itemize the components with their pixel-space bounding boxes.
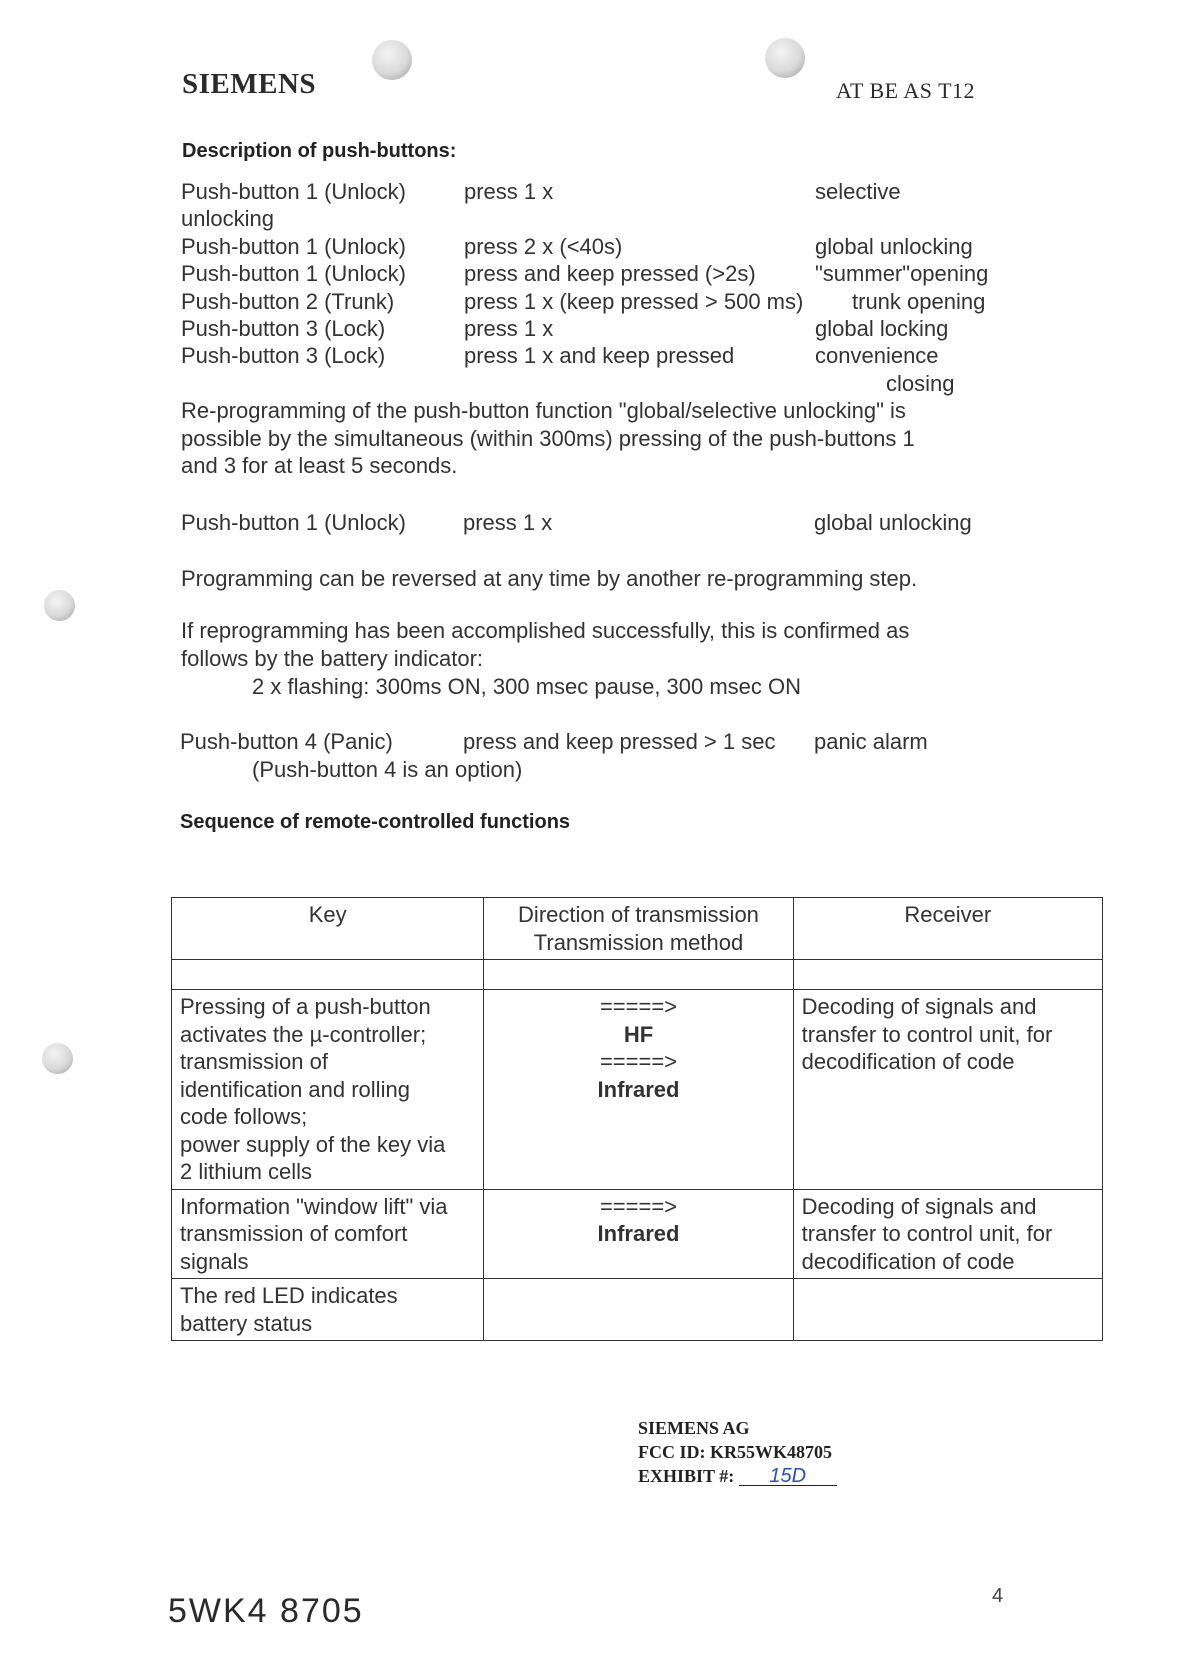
button-row-1-extra: unlocking — [181, 206, 274, 231]
result-row-function: global unlocking — [814, 510, 972, 535]
button-row-2-function: global unlocking — [815, 234, 973, 259]
button-row-3-name: Push-button 1 (Unlock) — [181, 261, 406, 286]
punch-hole-top-right — [765, 38, 805, 78]
row-3-direction — [484, 1279, 793, 1341]
row-2-key: Information "window lift" via transmission of comfort signals — [172, 1189, 484, 1279]
panic-note: (Push-button 4 is an option) — [252, 757, 523, 782]
button-row-5-function: global locking — [815, 316, 949, 341]
panic-row-action: press and keep pressed > 1 sec — [463, 729, 776, 754]
button-row-4-function: trunk opening — [852, 289, 986, 314]
button-row-1-action: press 1 x — [464, 179, 554, 204]
button-row-2-action: press 2 x (<40s) — [464, 234, 623, 259]
table-spacer-row — [172, 960, 1103, 990]
button-row-6-name: Push-button 3 (Lock) — [181, 343, 386, 368]
row-3-receiver — [793, 1279, 1102, 1341]
reprogramming-paragraph — [181, 397, 1011, 480]
row-3-key: The red LED indicates battery status — [172, 1279, 484, 1341]
panic-row-function: panic alarm — [814, 729, 928, 754]
flashing-text: 2 x flashing: 300ms ON, 300 msec pause, 300 msec ON — [252, 674, 802, 699]
panic-row-name: Push-button 4 (Panic) — [180, 729, 393, 754]
stamp-exhibit-label: EXHIBIT #: — [638, 1466, 735, 1486]
confirm-paragraph — [181, 617, 1011, 672]
stamp-exhibit-value: 15D — [739, 1467, 837, 1486]
button-row-6-extra: closing — [886, 371, 955, 396]
result-row-action: press 1 x — [463, 510, 553, 535]
confirm-line-2: follows by the battery indicator: — [181, 645, 484, 671]
button-row-6-function: convenience — [815, 343, 939, 368]
sequence-table — [171, 897, 1103, 1341]
button-row-5-action: press 1 x — [464, 316, 554, 341]
stamp-company: SIEMENS AG — [638, 1418, 750, 1438]
header-direction: Direction of transmission Transmission method — [484, 898, 793, 960]
stamp-fcc-id: FCC ID: KR55WK48705 — [638, 1442, 832, 1462]
sequence-heading: Sequence of remote-controlled functions — [180, 811, 571, 833]
table-row — [172, 1189, 1103, 1279]
table-row — [172, 1279, 1103, 1341]
row-2-direction: =====> Infrared — [484, 1189, 793, 1279]
page-number: 4 — [992, 1585, 1004, 1607]
reprogramming-line-1: Re-programming of the push-button function "global/selective unlocking" is — [181, 398, 906, 423]
table-header-row — [172, 898, 1103, 960]
button-row-6-action: press 1 x and keep pressed — [464, 343, 735, 368]
button-row-5-name: Push-button 3 (Lock) — [181, 316, 386, 341]
punch-hole-left-middle — [44, 590, 75, 621]
row-2-receiver: Decoding of signals and transfer to control unit, for decodification of code — [793, 1189, 1102, 1279]
reprogramming-line-3: and 3 for at least 5 seconds. — [181, 453, 458, 478]
reversal-text: Programming can be reversed at any time by another re-programming step. — [181, 566, 918, 591]
row-1-direction: =====> HF =====> Infrared — [484, 990, 793, 1190]
button-row-3-action: press and keep pressed (>2s) — [464, 261, 756, 286]
header-receiver: Receiver — [793, 898, 1102, 960]
part-number: 5WK4 8705 — [168, 1592, 364, 1630]
button-row-4-name: Push-button 2 (Trunk) — [181, 289, 395, 314]
table-row — [172, 990, 1103, 1190]
document-reference: AT BE AS T12 — [836, 78, 976, 103]
punch-hole-top-left — [372, 40, 412, 80]
button-row-4-action: press 1 x (keep pressed > 500 ms) — [464, 289, 804, 314]
button-row-1-name: Push-button 1 (Unlock) — [181, 179, 406, 204]
confirm-line-1: If reprogramming has been accomplished successfully, this is confirmed as — [181, 618, 910, 643]
button-row-3-function: "summer"opening — [815, 261, 989, 286]
description-heading: Description of push-buttons: — [182, 140, 457, 162]
button-row-2-name: Push-button 1 (Unlock) — [181, 234, 406, 259]
row-1-key: Pressing of a push-button activates the µ-controller; transmission of identification and rolling code follows; power supply of the key via 2 lithium cells — [172, 990, 484, 1190]
row-1-receiver: Decoding of signals and transfer to control unit, for decodification of code — [793, 990, 1102, 1190]
button-row-1-function: selective — [815, 179, 901, 204]
reprogramming-line-2: possible by the simultaneous (within 300ms) pressing of the push-buttons 1 — [181, 425, 915, 451]
stamp-exhibit — [638, 1466, 837, 1487]
result-row-name: Push-button 1 (Unlock) — [181, 510, 406, 535]
siemens-logo: SIEMENS — [182, 68, 317, 100]
header-key: Key — [172, 898, 484, 960]
punch-hole-left-lower — [42, 1043, 73, 1074]
